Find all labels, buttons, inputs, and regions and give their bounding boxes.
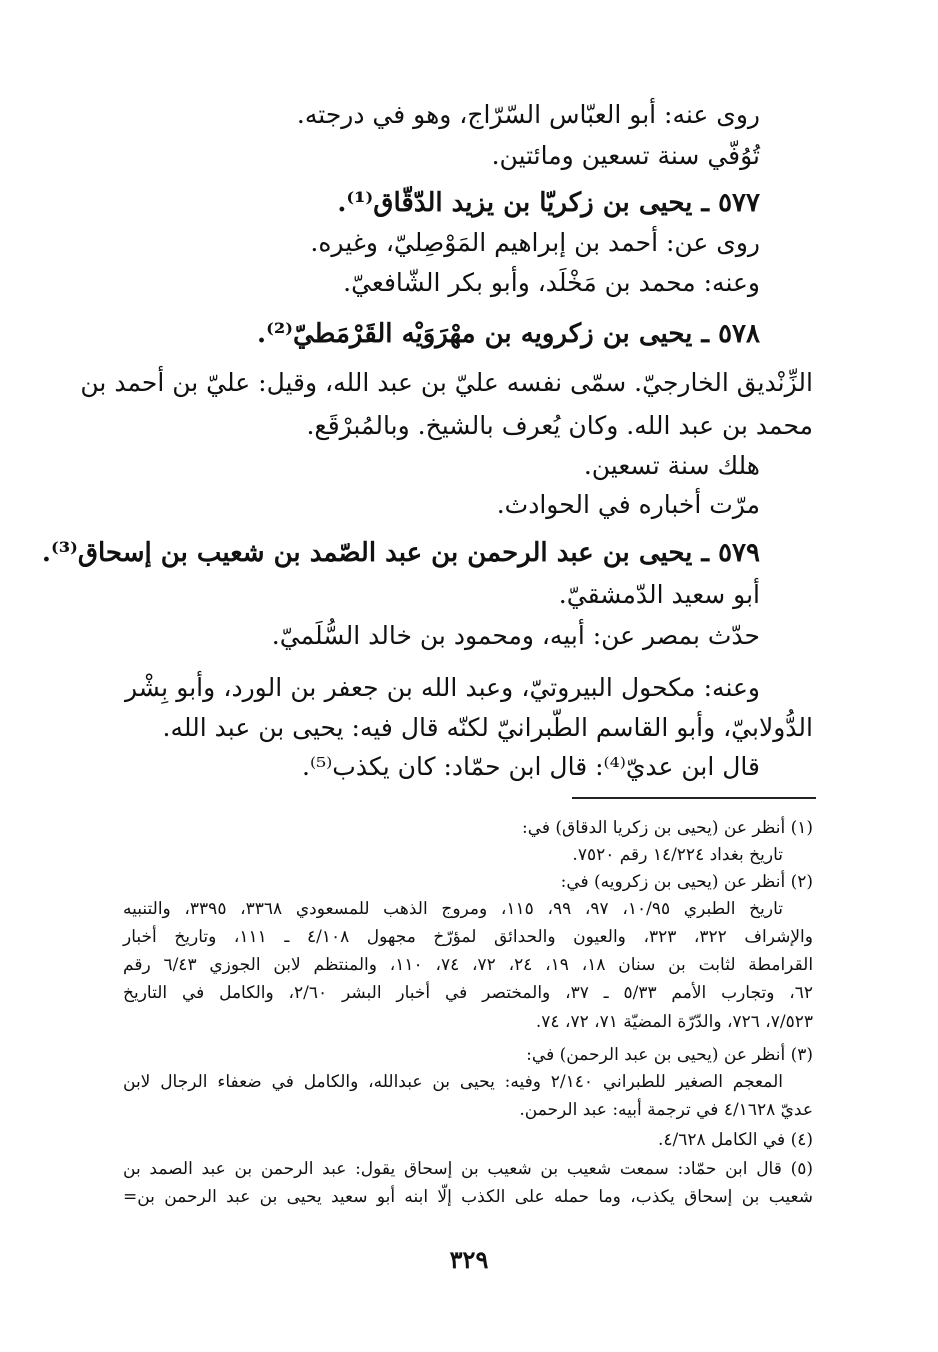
footnote-line: المعجم الصغير للطبراني ٢/١٤٠ وفيه: يحيى بن عبدالله، والكامل في ضعفاء الرجال لابن: [123, 1072, 783, 1092]
footnote-line: (٤) في الكامل ٤/٦٢٨.: [657, 1130, 813, 1150]
text-line: أبو سعيد الدّمشقيّ.: [558, 580, 760, 609]
footnote-line: (٢) أنظر عن (يحيى بن زكرويه) في:: [560, 872, 813, 892]
text-line: روى عن: أحمد بن إبراهيم المَوْصِليّ، وغيره.: [310, 228, 760, 257]
text-line: وعنه: مكحول البيروتيّ، وعبد الله بن جعفر بن الورد، وأبو بِشْر: [125, 673, 760, 702]
footnote-line: تاريخ بغداد ١٤/٢٢٤ رقم ٧٥٢٠.: [572, 845, 783, 865]
footnote-line: القرامطة لثابت بن سنان ١٨، ١٩، ٢٤، ٧٢، ٧٤، ١١٠، والمنتظم لابن الجوزي ٦/٤٣ رقم: [123, 955, 814, 975]
entry-heading-578: ٥٧٨ ـ يحيى بن زكرويه بن مهْرَوَيْه القَرْمَطيّ⁽²⁾.: [257, 319, 760, 349]
text-line: الزِّنْديق الخارجيّ. سمّى نفسه عليّ بن عبد الله، وقيل: عليّ بن أحمد بن: [80, 368, 813, 397]
footnote-separator: [572, 797, 816, 799]
text-line: تُوُفّي سنة تسعين ومائتين.: [491, 141, 760, 170]
footnote-line: (٣) أنظر عن (يحيى بن عبد الرحمن) في:: [526, 1045, 813, 1065]
text-line: هلك سنة تسعين.: [583, 451, 760, 480]
footnote-line: ٧/٥٢٣، ٧٢٦، والدّرّة المضيّة ٧١، ٧٢، ٧٤.: [535, 1012, 813, 1032]
footnote-line: والإشراف ٣٢٢، ٣٢٣، والعيون والحدائق لمؤرّخ مجهول ٤/١٠٨ ـ ١١١، وتاريخ أخبار: [123, 927, 813, 947]
text-line: الدُّولابيّ، وأبو القاسم الطّبرانيّ لكنّه قال فيه: يحيى بن عبد الله.: [162, 713, 813, 742]
text-line: روى عنه: أبو العبّاس السّرّاج، وهو في درجته.: [296, 100, 760, 129]
footnote-line: شعيب بن إسحاق يكذب، وما حمله على الكذب إلّا ابنه أبو سعيد يحيى بن عبد الرحمن بن=: [123, 1187, 813, 1207]
footnote-line: ٦٢، وتجارب الأمم ٥/٣٣ ـ ٣٧، والمختصر في أخبار البشر ٢/٦٠، والكامل في التاريخ: [123, 983, 813, 1003]
text-line: محمد بن عبد الله. وكان يُعرف بالشيخ. وبالمُبرْقَع.: [306, 411, 813, 440]
text-line: وعنه: محمد بن مَخْلَد، وأبو بكر الشّافعيّ.: [343, 268, 760, 297]
text-line: مرّت أخباره في الحوادث.: [496, 490, 760, 519]
page-number: ٣٢٩: [449, 1245, 489, 1274]
footnote-line: (١) أنظر عن (يحيى بن زكريا الدقاق) في:: [522, 818, 813, 838]
entry-heading-579: ٥٧٩ ـ يحيى بن عبد الرحمن بن عبد الصّمد بن شعيب بن إسحاق⁽³⁾.: [41, 538, 760, 568]
footnote-line: تاريخ الطبري ١٠/٩٥، ٩٧، ٩٩، ١١٥، ومروج الذهب للمسعودي ٣٣٦٨، ٣٣٩٥، والتنبيه: [123, 899, 783, 919]
footnote-line: (٥) قال ابن حمّاد: سمعت شعيب بن شعيب بن إسحاق يقول: عبد الرحمن بن عبد الصمد بن: [123, 1159, 813, 1179]
entry-heading-577: ٥٧٧ ـ يحيى بن زكريّا بن يزيد الدّقّاق⁽¹⁾.: [337, 188, 760, 218]
footnote-line: عديّ ٤/١٦٢٨ في ترجمة أبيه: عبد الرحمن.: [519, 1100, 813, 1120]
text-line: قال ابن عديّ⁽⁴⁾: قال ابن حمّاد: كان يكذب⁽⁵⁾.: [302, 752, 760, 781]
text-line: حدّث بمصر عن: أبيه، ومحمود بن خالد السُّلَميّ.: [271, 621, 760, 650]
